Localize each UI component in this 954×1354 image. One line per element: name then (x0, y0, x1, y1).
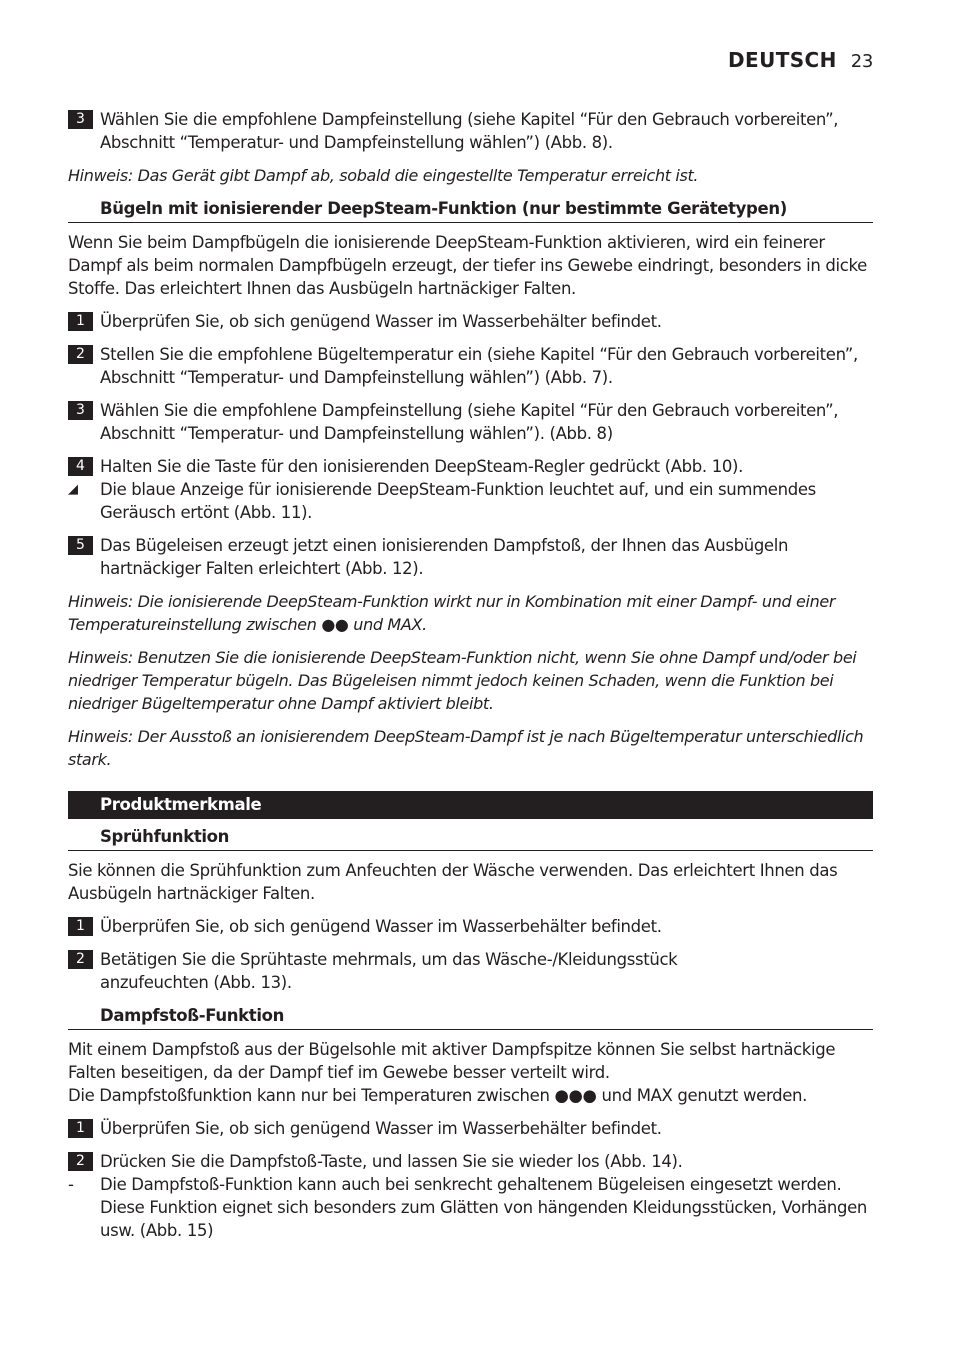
step-text: Das Bügeleisen erzeugt jetzt einen ionisierenden Dampfstoß, der Ihnen das Ausbügeln hartnäckiger Falten erleichtert (Abb. 12). (100, 536, 789, 578)
step-item (68, 534, 873, 580)
step-item (68, 343, 873, 389)
note: Hinweis: Die ionisierende DeepSteam-Funktion wirkt nur in Kombination mit einer Dampf- und einer Temperatureinstellung zwischen ●● und MAX. (68, 592, 836, 634)
language-label: DEUTSCH (728, 48, 837, 72)
page-header (728, 48, 873, 72)
step-item (68, 310, 873, 333)
step-text: Halten Sie die Taste für den ionisierenden DeepSteam-Regler gedrückt (Abb. 10). (100, 457, 743, 476)
tip-text: Die Dampfstoß-Funktion kann auch bei senkrecht gehaltenem Bügeleisen eingesetzt werden. Diese Funktion eignet sich besonders zum Glätten von hängenden Kleidungsstücken, Vorhängen usw. (Abb. 15) (100, 1175, 868, 1240)
section-intro: Wenn Sie beim Dampfbügeln die ionisierende DeepSteam-Funktion aktivieren, wird ein feinerer Dampf als beim normalen Dampfbügeln erzeugt, der tiefer ins Gewebe eindringt, besonders in dicke Stoffe. Das erleichtert Ihnen das Ausbügeln hartnäckiger Falten. (68, 233, 867, 298)
step-number: 2 (68, 950, 93, 969)
triangle-bullet-icon: ◢ (68, 482, 78, 497)
step-number: 3 (68, 110, 93, 129)
note: Hinweis: Das Gerät gibt Dampf ab, sobald die eingestellte Temperatur erreicht ist. (68, 166, 699, 185)
step-text: Überprüfen Sie, ob sich genügend Wasser im Wasserbehälter befindet. (100, 1119, 662, 1138)
step-text: Stellen Sie die empfohlene Bügeltemperatur ein (siehe Kapitel “Für den Gebrauch vorbereiten”, Abschnitt “Temperatur- und Dampfeinstellung wählen”) (Abb. 7). (100, 345, 858, 387)
step-text: Wählen Sie die empfohlene Dampfeinstellung (siehe Kapitel “Für den Gebrauch vorbereiten”, Abschnitt “Temperatur- und Dampfeinstellung wählen”). (Abb. 8) (100, 401, 839, 443)
step-item (68, 399, 873, 445)
section-intro: Die Dampfstoßfunktion kann nur bei Temperaturen zwischen ●●● und MAX genutzt werden. (68, 1086, 808, 1105)
step-item (68, 455, 873, 478)
step-item (68, 948, 873, 994)
step-text: Drücken Sie die Dampfstoß-Taste, und lassen Sie sie wieder los (Abb. 14). (100, 1152, 683, 1171)
step-number: 1 (68, 917, 93, 936)
step-number: 1 (68, 312, 93, 331)
section-intro: Sie können die Sprühfunktion zum Anfeuchten der Wäsche verwenden. Das erleichtert Ihnen das Ausbügeln hartnäckiger Falten. (68, 861, 838, 903)
step-number: 2 (68, 345, 93, 364)
section-heading-product-features: Produktmerkmale (68, 791, 873, 819)
subsection-heading-steam-shot: Dampfstoß-Funktion (68, 1004, 873, 1030)
step-number: 1 (68, 1119, 93, 1138)
step-text: Wählen Sie die empfohlene Dampfeinstellung (siehe Kapitel “Für den Gebrauch vorbereiten”, Abschnitt “Temperatur- und Dampfeinstellung wählen”) (Abb. 8). (100, 110, 839, 152)
note: Hinweis: Der Ausstoß an ionisierendem DeepSteam-Dampf ist je nach Bügeltemperatur unterschiedlich stark. (68, 727, 864, 769)
step-number: 4 (68, 457, 93, 476)
subsection-heading-spray: Sprühfunktion (68, 825, 873, 851)
step-item (68, 108, 873, 154)
step-number: 2 (68, 1152, 93, 1171)
dash-bullet: - (68, 1175, 74, 1194)
page-number: 23 (850, 51, 873, 72)
step-number: 3 (68, 401, 93, 420)
step-item (68, 1150, 873, 1173)
section-heading-ionic-deepsteam: Bügeln mit ionisierender DeepSteam-Funktion (nur bestimmte Gerätetypen) (68, 197, 873, 223)
step-text: Betätigen Sie die Sprühtaste mehrmals, um das Wäsche-/Kleidungsstück anzufeuchten (Abb. 13). (100, 950, 678, 992)
note: Hinweis: Benutzen Sie die ionisierende DeepSteam-Funktion nicht, wenn Sie ohne Dampf und/oder bei niedriger Temperatur bügeln. Das Bügeleisen nimmt jedoch keinen Schaden, wenn die Funktion bei niedriger Bügeltemperatur ohne Dampf aktiviert bleibt. (68, 648, 857, 713)
step-item (68, 1117, 873, 1140)
step-number: 5 (68, 536, 93, 555)
step-item (68, 915, 873, 938)
result-text: Die blaue Anzeige für ionisierende DeepSteam-Funktion leuchtet auf, und ein summendes Geräusch ertönt (Abb. 11). (100, 480, 816, 522)
page-content (68, 108, 873, 1252)
result-item (68, 478, 873, 524)
step-text: Überprüfen Sie, ob sich genügend Wasser im Wasserbehälter befindet. (100, 312, 662, 331)
tip-item (68, 1173, 873, 1242)
step-text: Überprüfen Sie, ob sich genügend Wasser im Wasserbehälter befindet. (100, 917, 662, 936)
section-intro: Mit einem Dampfstoß aus der Bügelsohle mit aktiver Dampfspitze können Sie selbst hartnäckige Falten beseitigen, da der Dampf tief im Gewebe besser verteilt wird. (68, 1040, 836, 1082)
